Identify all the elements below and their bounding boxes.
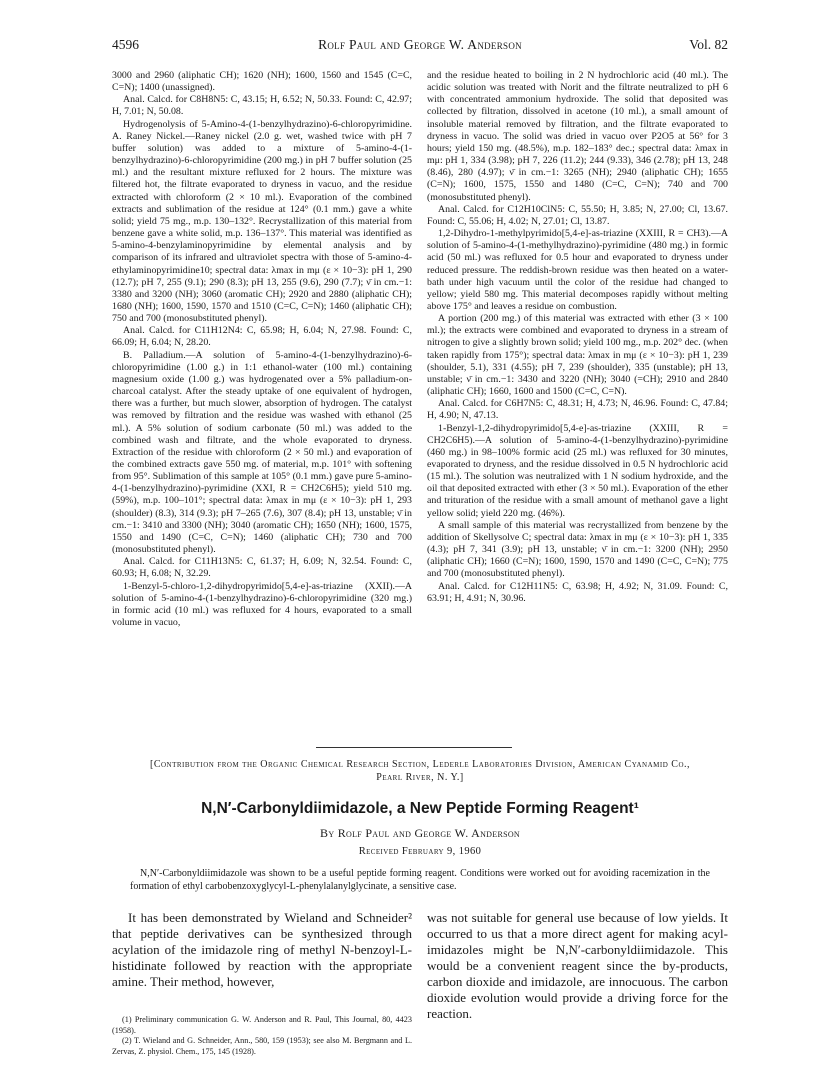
paragraph: B. Palladium.—A solution of 5-amino-4-(1-benzylhydrazino)-6-chloropyrimidine (1.00 g.) in 1:1 ethanol-water (100 ml.) containing magnesium oxide (1.00 g.) was hydrogenated over a 5% palladium-on-charcoal catalyst. After the steady uptake of one equivalent of hydrogen, there was a further, but much slower, absorption of hydrogen. The catalyst was removed by filtration and the residue was washed with ethanol (25 ml.). A 5% solution of sodium carbonate (50 ml.) was added to the combined wash and filtrate, and the whole evaporated to dryness. Extraction of the residue with chloroform (2 × 50 ml.) and evaporation of the combined extracts gave 550 mg. of material, m.p. 101° with softening from 95°. Sublimation of this sample at 105° (0.1 mm.) gave pure 5-amino-4-(1-benzylhydrazino)-pyrimidine (XXI, R = CH2C6H5); yield 510 mg. (59%), m.p. 100–101°; spectral data: λmax in mμ (ε × 10−3): pH 1, 293 (shoulder) (8.3), 314 (9.3); pH 7–265 (7.6), 307 (8.4); pH 13, unstable; ν̄ in cm.−1: 3410 and 3300 (NH); 3040 (aromatic CH); 1650 (NH); 1600, 1575, 1550 and 1490 (C=C, C=N); 1460 (aliphatic CH); 730 and 700 (monosubstituted phenyl). — [112, 349, 412, 556]
footnote: (2) T. Wieland and G. Schneider, Ann., 580, 159 (1953); see also M. Bergmann and L. Zervas, Z. physiol. Chem., 175, 145 (1928). — [112, 1036, 412, 1056]
paragraph: Anal. Calcd. for C8H8N5: C, 43.15; H, 6.52; N, 50.33. Found: C, 42.97; H, 7.01; N, 50.08. — [112, 94, 412, 118]
section-divider — [316, 747, 512, 748]
paragraph: 1-Benzyl-5-chloro-1,2-dihydropyrimido[5,4-e]-as-triazine (XXII).—A solution of 5-amino-4-(1-benzylhydrazino)-6-chloropyrimidine (320 mg.) in formic acid (10 ml.) was refluxed for 4 hours, evaporated to a small volume in vacuo, — [112, 580, 412, 629]
volume-label: Vol. 82 — [689, 37, 728, 52]
paragraph: 1,2-Dihydro-1-methylpyrimido[5,4-e]-as-triazine (XXIII, R = CH3).—A solution of 5-amino-4-(1-methylhydrazino)-pyrimidine (480 mg.) in formic acid (50 ml.) was refluxed for 0.5 hour and evaporated to dryness under reduced pressure. The reddish-brown residue was then heated on a water-bath under high vacuum until the color of the residue had changed to yellow; yield 580 mg. This material decomposes rapidly without melting above 175° and leaves a residue on combustion. — [427, 228, 728, 312]
paragraph: 3000 and 2960 (aliphatic CH); 1620 (NH); 1600, 1560 and 1545 (C=C, C=N); 1400 (unassigned). — [112, 70, 412, 94]
paragraph: Anal. Calcd. for C12H11N5: C, 63.98; H, 4.92; N, 31.09. Found: C, 63.91; H, 4.91; N, 30.96. — [427, 580, 728, 604]
paragraph: Anal. Calcd. for C12H10ClN5: C, 55.50; H, 3.85; N, 27.00; Cl, 13.67. Found: C, 55.06; H, 4.02; N, 27.01; Cl, 13.87. — [427, 203, 728, 227]
article-title: N,N′-Carbonyldiimidazole, a New Peptide Forming Reagent¹ — [201, 800, 639, 817]
footnotes — [112, 1015, 412, 1057]
paragraph: 1-Benzyl-1,2-dihydropyrimido[5,4-e]-as-triazine (XXIII, R = CH2C6H5).—A solution of 5-amino-4-(1-benzylhydrazino)-pyrimidine (460 mg.) in 98–100% formic acid (25 ml.) was refluxed for 30 minutes, evaporated to dryness, and the residue dissolved in 0.5 N hydrochloric acid (15 ml.). The solution was neutralized with 1 N sodium hydroxide, and the oil that deposited extracted with ether (3 × 50 ml.). Evaporation of the ether and trituration of the residue with a small amount of methanol gave a light yellow solid; yield 220 mg. (46%). — [427, 422, 728, 519]
authors-line: By Rolf Paul and George W. Anderson — [320, 826, 520, 840]
paragraph: and the residue heated to boiling in 2 N hydrochloric acid (40 ml.). The acidic solution was treated with Norit and the filtrate neutralized to pH 6 with concentrated ammonium hydroxide. The solid that deposited was collected by filtration, dissolved in acetone (10 ml.), a small amount of insoluble material removed by filtration, and the filtrate evaporated to dryness in vacuo. The solid was dried in vacuo over P2O5 at 56° for 3 hours; yield 150 mg. (48.5%), m.p. 182–183° dec.; spectral data: λmax in mμ: pH 1, 334 (3.98); pH 7, 226 (11.2); 244 (9.33), 346 (2.78); pH 13, 248 (8.46), 280 (4.97); ν̄ in cm.−1: 3265 (NH); 2940 (aliphatic CH); 1655 (C=N); 1600, 1575, 1550 and 1480 (C=C, C=N); 740 and 700 (monosubstituted phenyl). — [427, 70, 728, 203]
paragraph: A small sample of this material was recrystallized from benzene by the addition of Skellysolve C; spectral data: λmax in mμ (ε × 10−3): pH 1, 335 (4.3); pH 7, 341 (3.9); pH 13, unstable; ν̄ in cm.−1: 3200 (NH); 2950 (aliphatic CH); 1660 (C=N); 1600, 1590, 1570 and 1490 (C=C, C=N); 775 and 700 (monosubstituted phenyl). — [427, 519, 728, 580]
paragraph: was not suitable for general use because of low yields. It occurred to us that a more direct agent for making acyl-imidazoles might be N,N′-carbonyldiimidazole. This would be a convenient reagent since the by-products, carbon dioxide and imidazole, are innocuous. The carbon dioxide evolution would provide a driving force for the reaction. — [427, 910, 728, 1021]
paragraph: Anal. Calcd. for C11H12N4: C, 65.98; H, 6.04; N, 27.98. Found: C, 66.09; H, 6.04; N, 28.20. — [112, 325, 412, 349]
paragraph: Anal. Calcd. for C6H7N5: C, 48.31; H, 4.73; N, 46.96. Found: C, 47.84; H, 4.90; N, 47.13. — [427, 398, 728, 422]
experimental-right-column — [427, 70, 728, 605]
paragraph: A portion (200 mg.) of this material was extracted with ether (3 × 100 ml.); the extracts were combined and evaporated to dryness in a stream of nitrogen to give a slightly brown solid; yield 100 mg., m.p. 202° dec. (when taken rapidly from 175°); spectral data: λmax in mμ (ε × 10−3): pH 1, 239 (shoulder, 5.1), 331 (4.55); pH 7, 239 (shoulder), 335 (unstable); pH 13, unstable; ν̄ in cm.−1: 3430 and 3220 (NH); 3040 (=CH); 2910 and 2840 (aliphatic CH); 1660, 1600 and 1500 (C=C, C=N). — [427, 313, 728, 398]
abstract — [130, 868, 710, 893]
body-left-column — [112, 910, 412, 990]
footnote: (1) Preliminary communication G. W. Anderson and R. Paul, This Journal, 80, 4423 (1958). — [112, 1015, 412, 1035]
contribution-line: [Contribution from the Organic Chemical Research Section, Lederle Laboratories Division, American Cyanamid Co., Pearl River, N. Y.] — [150, 759, 690, 783]
page-number: 4596 — [112, 37, 139, 52]
received-date: Received February 9, 1960 — [358, 846, 482, 857]
paragraph: Anal. Calcd. for C11H13N5: C, 61.37; H, 6.09; N, 32.54. Found: C, 60.93; H, 6.08; N, 32.29. — [112, 556, 412, 580]
abstract-text: N,N′-Carbonyldiimidazole was shown to be a useful peptide forming reagent. Conditions were worked out for avoiding racemization in the formation of ethyl carbobenzoxyglycyl-L-phenylalanylglycinate, a sensitive case. — [130, 868, 710, 892]
page-header — [112, 37, 728, 55]
running-head: Rolf Paul and George W. Anderson — [318, 37, 522, 52]
body-right-column — [427, 910, 728, 1022]
experimental-left-column — [112, 70, 412, 629]
paragraph: It has been demonstrated by Wieland and Schneider² that peptide derivatives can be synthesized through acylation of the imidazole ring of methyl N-benzoyl-L-histidinate followed by reaction with the appropriate amine. Their method, however, — [112, 910, 412, 989]
paragraph: Hydrogenolysis of 5-Amino-4-(1-benzylhydrazino)-6-chloropyrimidine. A. Raney Nickel.—Raney nickel (2.0 g. wet, washed twice with pH 7 buffer solution) was added to a mixture of 5-amino-4-(1-benzylhydrazino)-6-chloropyrimidine (200 mg.) in pH 7 buffer solution (25 ml.) and the resultant mixture refluxed for 2 hours. The mixture was filtered hot, the filtrate evaporated to dryness in vacuo, and the residue extracted with chloroform (2 × 10 ml.). Evaporation of the combined extracts and sublimation of the residue at 124° (0.1 mm.) gave a white solid; yield 75 mg., m.p. 130–132°. Recrystallization of this material from benzene gave a white solid, m.p. 136–137°. This material was identified as 5-amino-4-benzylaminopyrimidine by elemental analysis and by comparison of its infrared and ultraviolet spectra with those of 5-amino-4-ethylaminopyrimidine10; spectral data: λmax in mμ (ε × 10−3): pH 1, 290 (12.7); pH 7, 255 (9.1); 290 (8.3); pH 13, 255 (9.6), 290 (7.7); ν̄ in cm.−1: 3380 and 3200 (NH); 3060 (aromatic CH); 2920 and 2880 (aliphatic CH); 1680 (NH); 1600, 1590, 1570 and 1510 (C=C, C=N); 1460 (aliphatic CH); 750 and 700 (monosubstituted phenyl). — [112, 118, 412, 325]
